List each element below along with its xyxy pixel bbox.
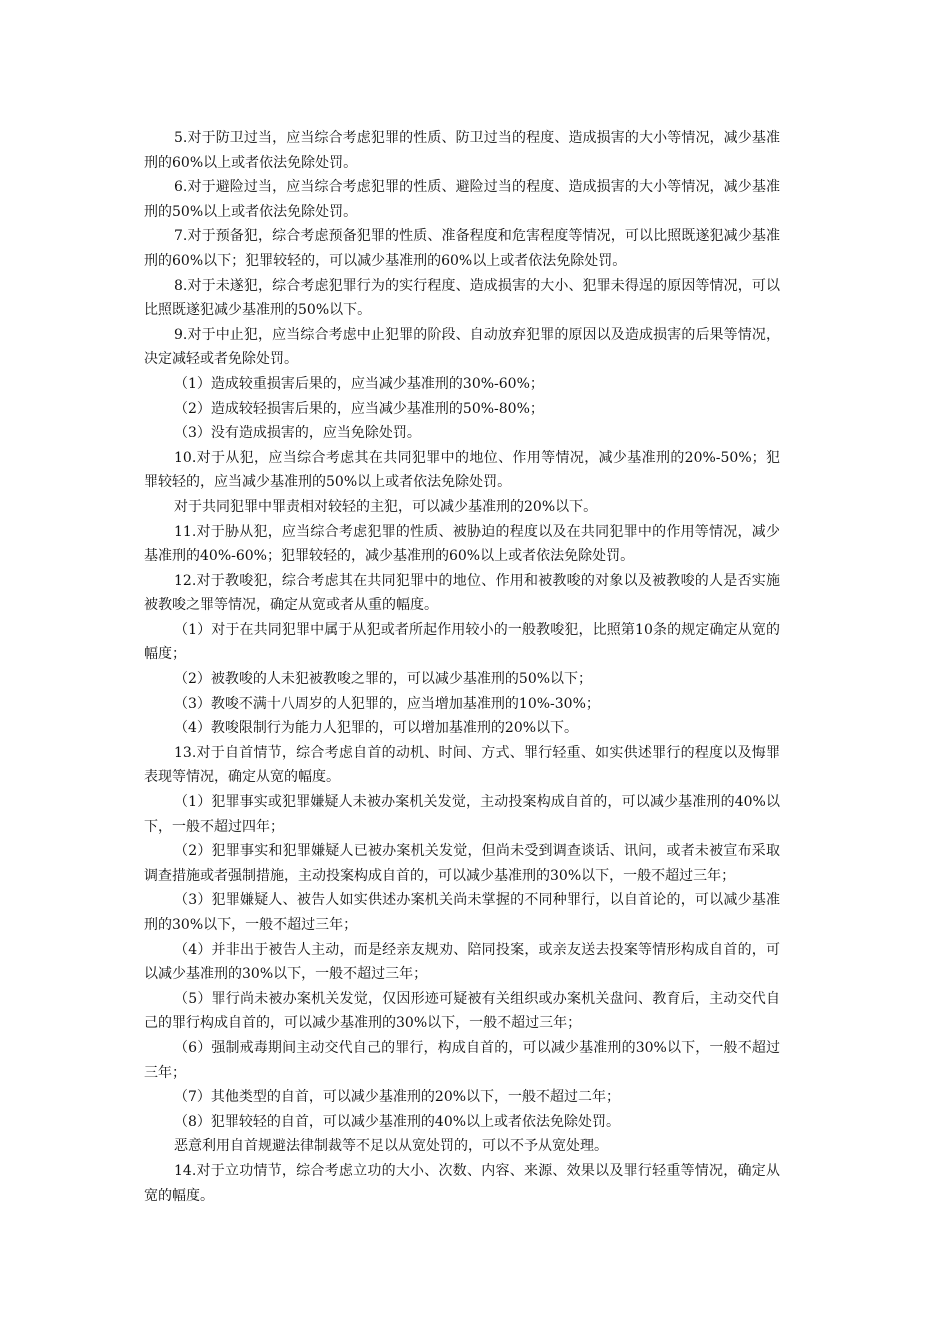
paragraph-13-item-8: （8）犯罪较轻的自首，可以减少基准刑的40%以上或者依法免除处罚。 — [174, 1113, 621, 1130]
paragraph-13-item-3: （3）犯罪嫌疑人、被告人如实供述办案机关尚未掌握的不同种罪行，以自首论的，可以减少基准刑的30%以下，一般不超过三年； — [144, 892, 780, 933]
paragraph-13-item-5: （5）罪行尚未被办案机关发觉，仅因形迹可疑被有关组织或办案机关盘问、教育后，主动交代自己的罪行构成自首的，可以减少基准刑的30%以下，一般不超过三年； — [144, 990, 780, 1032]
paragraph-13-item-1: （1）犯罪事实或犯罪嫌疑人未被办案机关发觉，主动投案构成自首的，可以减少基准刑的40%以下，一般不超过四年； — [144, 794, 780, 835]
paragraph-12-item-1: （1）对于在共同犯罪中属于从犯或者所起作用较小的一般教唆犯，比照第10条的规定确定从宽的幅度； — [144, 621, 780, 663]
paragraph-12-item-2: （2）被教唆的人未犯被教唆之罪的，可以减少基准刑的50%以下； — [174, 671, 593, 688]
paragraph-9-item-3: （3）没有造成损害的，应当免除处罚。 — [174, 425, 421, 442]
paragraph-10: 10.对于从犯，应当综合考虑其在共同犯罪中的地位、作用等情况，减少基准刑的20%-50%；犯罪较轻的，应当减少基准刑的50%以上或者依法免除处罚。 — [144, 449, 780, 491]
paragraph-8: 8.对于未遂犯，综合考虑犯罪行为的实行程度、造成损害的大小、犯罪未得逞的原因等情况，可以比照既遂犯减少基准刑的50%以下。 — [144, 277, 780, 319]
paragraph-13: 13.对于自首情节，综合考虑自首的动机、时间、方式、罪行轻重、如实供述罪行的程度以及悔罪表现等情况，确定从宽的幅度。 — [144, 744, 780, 786]
paragraph-13-note: 恶意利用自首规避法律制裁等不足以从宽处罚的，可以不予从宽处理。 — [174, 1138, 608, 1155]
paragraph-13-item-4: （4）并非出于被告人主动，而是经亲友规劝、陪同投案，或亲友送去投案等情形构成自首的，可以减少基准刑的30%以下，一般不超过三年； — [144, 941, 780, 983]
paragraph-6: 6.对于避险过当，应当综合考虑犯罪的性质、避险过当的程度、造成损害的大小等情况，减少基准刑的50%以上或者依法免除处罚。 — [144, 179, 780, 220]
paragraph-12: 12.对于教唆犯，综合考虑其在共同犯罪中的地位、作用和被教唆的对象以及被教唆的人是否实施被教唆之罪等情况，确定从宽或者从重的幅度。 — [144, 572, 780, 614]
document-body — [144, 126, 780, 1208]
paragraph-13-item-7: （7）其他类型的自首，可以减少基准刑的20%以下，一般不超过二年； — [174, 1089, 621, 1106]
paragraph-12-item-4: （4）教唆限制行为能力人犯罪的，可以增加基准刑的20%以下。 — [174, 720, 579, 737]
paragraph-9-item-2: （2）造成较轻损害后果的，应当减少基准刑的50%-80%； — [174, 400, 544, 417]
paragraph-9-item-1: （1）造成较重损害后果的，应当减少基准刑的30%-60%； — [174, 375, 544, 392]
paragraph-9: 9.对于中止犯，应当综合考虑中止犯罪的阶段、自动放弃犯罪的原因以及造成损害的后果等情况，决定减轻或者免除处罚。 — [144, 326, 780, 368]
paragraph-12-item-3: （3）教唆不满十八周岁的人犯罪的，应当增加基准刑的10%-30%； — [174, 695, 600, 712]
paragraph-5: 5.对于防卫过当，应当综合考虑犯罪的性质、防卫过当的程度、造成损害的大小等情况，减少基准刑的60%以上或者依法免除处罚。 — [144, 130, 780, 171]
paragraph-11: 11.对于胁从犯，应当综合考虑犯罪的性质、被胁迫的程度以及在共同犯罪中的作用等情况，减少基准刑的40%-60%；犯罪较轻的，减少基准刑的60%以上或者依法免除处罚。 — [144, 523, 780, 565]
paragraph-14: 14.对于立功情节，综合考虑立功的大小、次数、内容、来源、效果以及罪行轻重等情况，确定从宽的幅度。 — [144, 1162, 780, 1204]
paragraph-7: 7.对于预备犯，综合考虑预备犯罪的性质、准备程度和危害程度等情况，可以比照既遂犯减少基准刑的60%以下；犯罪较轻的，可以减少基准刑的60%以上或者依法免除处罚。 — [144, 228, 780, 269]
paragraph-13-item-6: （6）强制戒毒期间主动交代自己的罪行，构成自首的，可以减少基准刑的30%以下，一般不超过三年； — [144, 1039, 780, 1081]
paragraph-13-item-2: （2）犯罪事实和犯罪嫌疑人已被办案机关发觉，但尚未受到调查谈话、讯问，或者未被宣布采取调查措施或者强制措施，主动投案构成自首的，可以减少基准刑的30%以下，一般不超过三年； — [144, 843, 780, 884]
paragraph-10-note: 对于共同犯罪中罪责相对较轻的主犯，可以减少基准刑的20%以下。 — [174, 498, 598, 515]
